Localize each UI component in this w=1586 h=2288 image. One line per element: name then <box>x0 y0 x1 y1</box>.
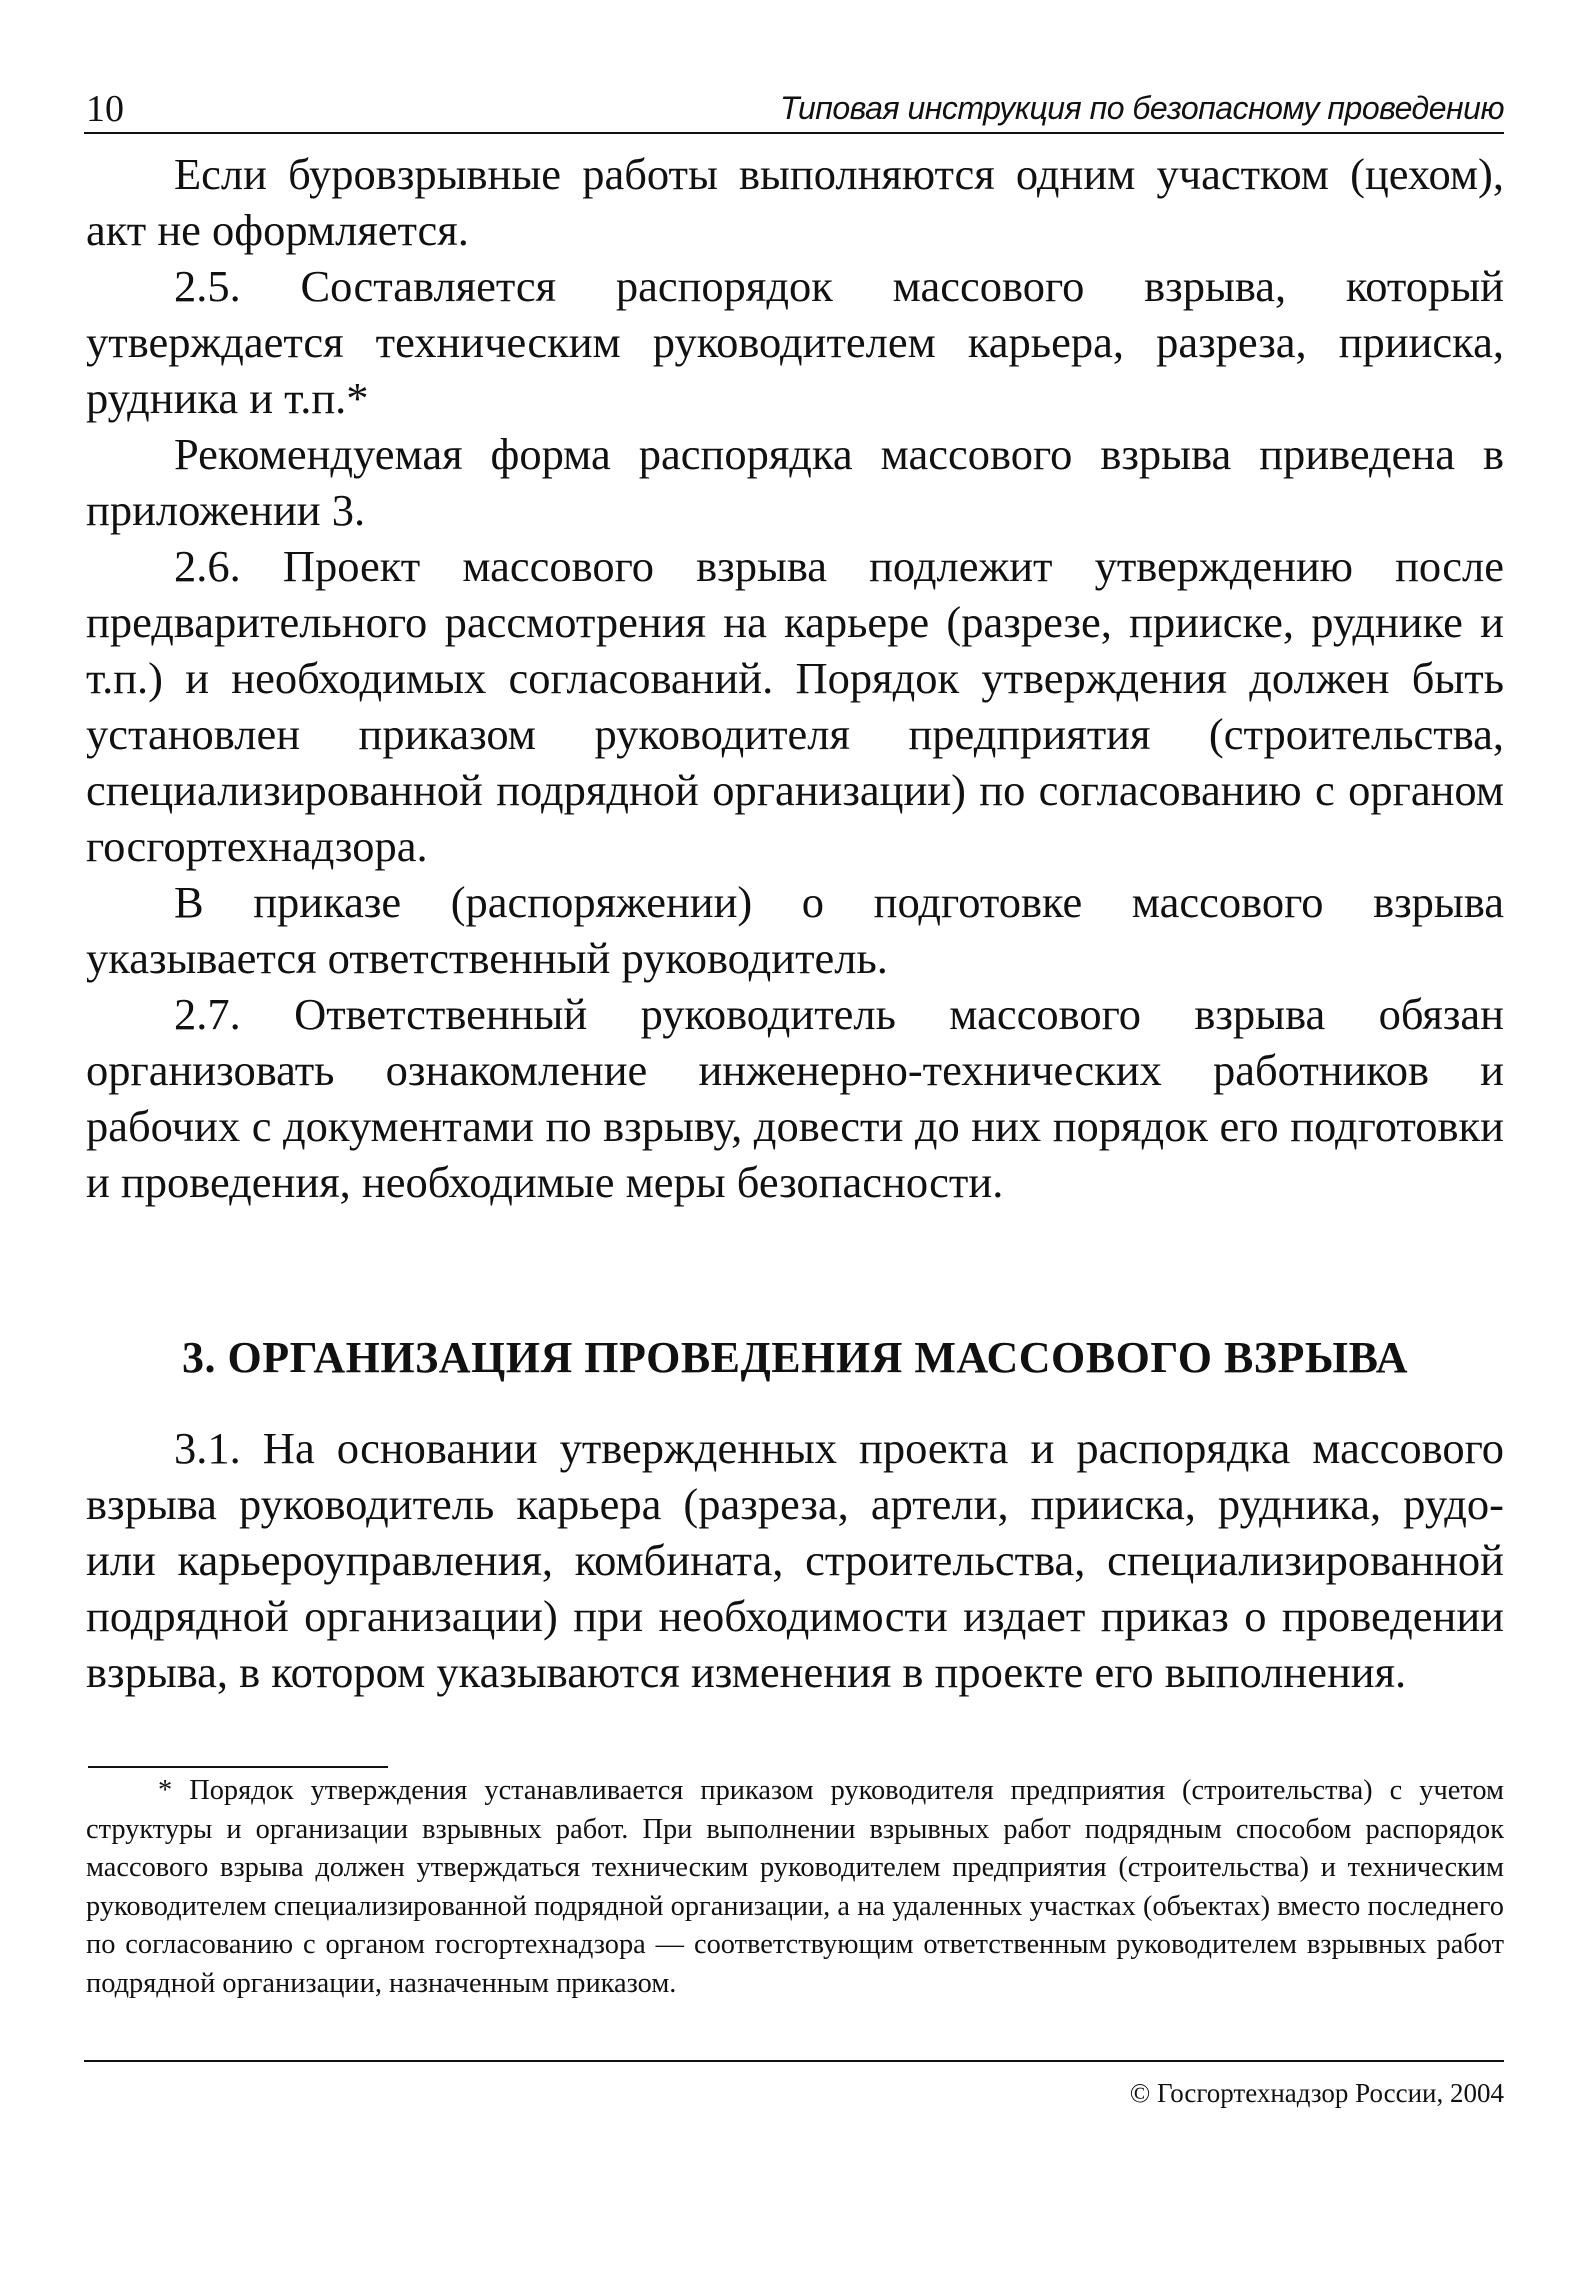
running-title: Типовая инструкция по безопасному проведению <box>779 90 1504 126</box>
paragraph-3-1: 3.1. На основании утвержденных проекта и распорядка массового взрыва руководитель карьера (разреза, артели, прииска, рудника, рудо- или карьероуправления, комбината, строительства, специализированной подрядной организации) при необходимости издает приказ о проведении взрыва, в котором указываются изменения в проекте его выполнения. <box>86 1423 1504 1697</box>
footnote-divider <box>88 1766 388 1768</box>
copyright-notice: © Госгортехнадзор России, 2004 <box>1129 2078 1504 2108</box>
paragraph-act-note: Если буровзрывные работы выполняются одним участком (цехом), акт не оформляется. <box>86 149 1504 255</box>
paragraph-2-6: 2.6. Проект массового взрыва подлежит утверждению после предварительного рассмотрения на карьере (разрезе, прииске, руднике и т.п.) и необходимых согласований. Порядок утверждения должен быть установлен приказом руководителя предприятия (строительства, специализированной подрядной организации) по согласованию с органом госгортехнадзора. <box>86 541 1504 871</box>
page-number: 10 <box>86 88 124 130</box>
footer-divider <box>84 2060 1504 2062</box>
body-text-section-3 <box>86 1420 1504 1700</box>
paragraph-appendix-ref: Рекомендуемая форма распорядка массового взрыва приведена в приложении 3. <box>86 429 1504 535</box>
footnote: * Порядок утверждения устанавливается приказом руководителя предприятия (строительства) с учетом структуры и организации взрывных работ. При выполнении взрывных работ подрядным способом распорядок массового взрыва должен утверждаться техническим руководителем предприятия (строительства) и техническим руководителем специализированной подрядной организации, а на удаленных участках (объектах) вместо последнего по согласованию с органом госгортехнадзора — соответствующим ответственным руководителем взрывных работ подрядной организации, назначенным приказом. <box>86 1775 1504 1999</box>
paragraph-2-7: 2.7. Ответственный руководитель массового взрыва обязан организовать ознакомление инженерно-технических работников и рабочих с документами по взрыву, довести до них порядок его подготовки и проведения, необходимые меры безопасности. <box>86 989 1504 1207</box>
paragraph-order-note: В приказе (распоряжении) о подготовке массового взрыва указывается ответственный руководитель. <box>86 877 1504 983</box>
paragraph-2-5: 2.5. Составляется распорядок массового взрыва, который утверждается техническим руководителем карьера, разреза, прииска, рудника и т.п.* <box>86 261 1504 423</box>
running-header <box>84 72 1504 134</box>
section-3-heading: 3. ОРГАНИЗАЦИЯ ПРОВЕДЕНИЯ МАССОВОГО ВЗРЫВА <box>182 1333 1408 1382</box>
body-text-upper <box>86 146 1504 1210</box>
